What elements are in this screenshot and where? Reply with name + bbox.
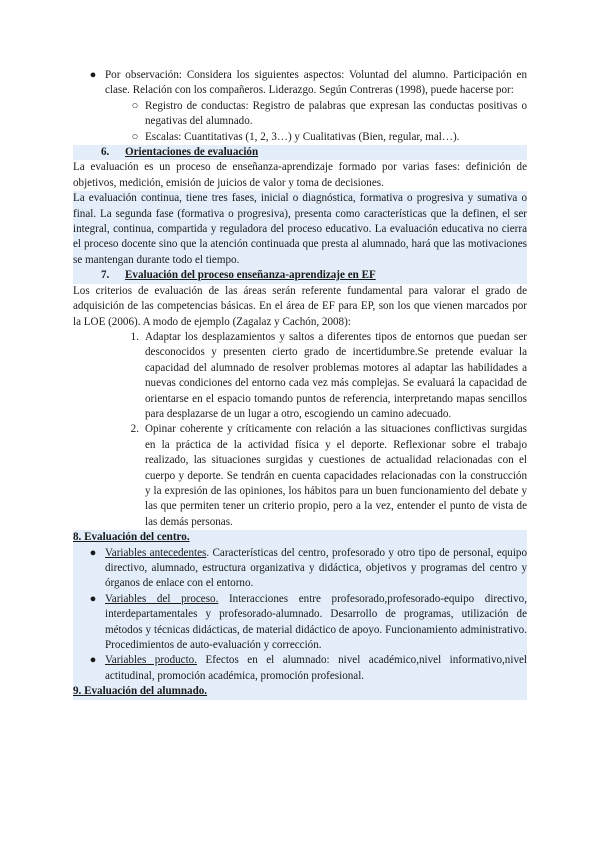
sub-item-text: Registro de conductas: Registro de palabras que expresan las conductas positivas o negativas del alumnado. — [145, 99, 527, 128]
section-9-heading — [73, 684, 527, 699]
section-7-heading — [73, 268, 527, 283]
section-8-heading — [73, 530, 527, 545]
list-item — [73, 546, 527, 592]
section-number: 7. — [101, 269, 110, 282]
section-title: 8. Evaluación del centro. — [73, 531, 190, 544]
circle-bullet-icon: ○ — [131, 99, 139, 112]
paragraph: Los criterios de evaluación de las áreas serán referente fundamental para valorar el grado de adquisición de las competencias básicas. En el área de EF para EP, son los que vienen marcados por la LOE (2006). A modo de ejemplo (Zagalaz y Cachón, 2008): — [73, 284, 527, 328]
variable-text: Interacciones entre profesorado,profesorado-equipo directivo, interdepartamentales y profesorado-alumnado. Desarrollo de programas, utilización de métodos y técnicas didácticas, de material didáctico de apoyo. Funcionamiento administrativo. Procedimientos de auto-evaluación y corrección. — [105, 592, 527, 652]
section-6-heading — [73, 145, 527, 160]
circle-bullet-icon: ○ — [131, 130, 139, 143]
sub-list-item — [73, 99, 527, 130]
item-number: 1. — [130, 330, 139, 343]
section-title: 9. Evaluación del alumnado. — [73, 685, 208, 698]
bullet-icon: ● — [89, 546, 97, 559]
section-title: Orientaciones de evaluación — [125, 146, 259, 159]
list-item — [73, 653, 527, 684]
bullet-icon: ● — [89, 69, 97, 81]
sub-item-text: Escalas: Cuantitativas (1, 2, 3…) y Cualitativas (Bien, regular, mal…). — [145, 130, 460, 143]
bullet-icon: ● — [89, 592, 97, 605]
bullet-text: Por observación: Considera los siguientes aspectos: Voluntad del alumno. Participación en clase. Relación con los compañeros. Liderazgo. Según Contreras (1998), puede hacerse por: — [105, 69, 527, 97]
list-item — [73, 592, 527, 654]
item-number: 2. — [130, 423, 139, 436]
sub-list-item — [73, 130, 527, 145]
numbered-item — [73, 422, 527, 530]
list-item — [73, 68, 527, 99]
variable-label: Variables producto. — [105, 654, 197, 667]
numbered-item — [73, 330, 527, 422]
page-content — [73, 68, 527, 700]
variable-text: Efectos en el alumnado: nivel académico,nivel informativo,nivel actitudinal, promoción académica, promoción profesional. — [105, 654, 527, 682]
variable-label: Variables antecedentes — [105, 546, 207, 559]
item-text: Adaptar los desplazamientos y saltos a diferentes tipos de entornos que puedan ser desconocidos y presenten cierto grado de incertidumbre.Se pretende evaluar la capacidad del alumnado de resolver problemas motores al adaptar las habilidades a nuevas condiciones del entorno cada vez más complejas. Se evaluará la capacidad de orientarse en el espacio tomando puntos de referencia, interpretando mapas sencillos para desplazarse de un lugar a otro, escogiendo un camino adecuado. — [145, 330, 527, 420]
variable-text: . Características del centro, profesorado y otro tipo de personal, equipo directivo, alumnado, estructura organizativa y didáctica, objetivos y programas del centro y órganos de enlace con el entorno. — [105, 546, 528, 590]
bullet-icon: ● — [89, 654, 97, 667]
variable-label: Variables del proceso. — [105, 592, 219, 605]
paragraph: La evaluación es un proceso de enseñanza-aprendizaje formado por varias fases: definición de objetivos, medición, emisión de juicios de valor y toma de decisiones. — [73, 161, 527, 189]
paragraph: La evaluación continua, tiene tres fases, inicial o diagnóstica, formativa o progresiva y sumativa o final. La segunda fase (formativa o progresiva), presenta como características que la definen, el ser integral, continua, compartida y reguladora del proceso educativo. La evaluación educativa no cierra el proceso docente sino que la atención continuada que presta al alumnado, hará que las motivaciones se mantengan durante todo el tiempo. — [73, 191, 527, 268]
section-number: 6. — [101, 146, 110, 159]
item-text: Opinar coherente y críticamente con relación a las situaciones conflictivas surgidas en la práctica de la actividad física y el deporte. Reflexionar sobre el trabajo realizado, las situaciones surgidas y cuestiones de actualidad relacionadas con el cuerpo y deporte. Se tendrán en cuenta capacidades relacionadas con la construcción y la expresión de las opiniones, los hábitos para un buen funcionamiento del debate y las que permiten tener un criterio propio, pero a la vez, entender el punto de vista de las demás personas. — [145, 423, 527, 528]
section-title: Evaluación del proceso enseñanza-aprendizaje en EF — [125, 269, 376, 282]
